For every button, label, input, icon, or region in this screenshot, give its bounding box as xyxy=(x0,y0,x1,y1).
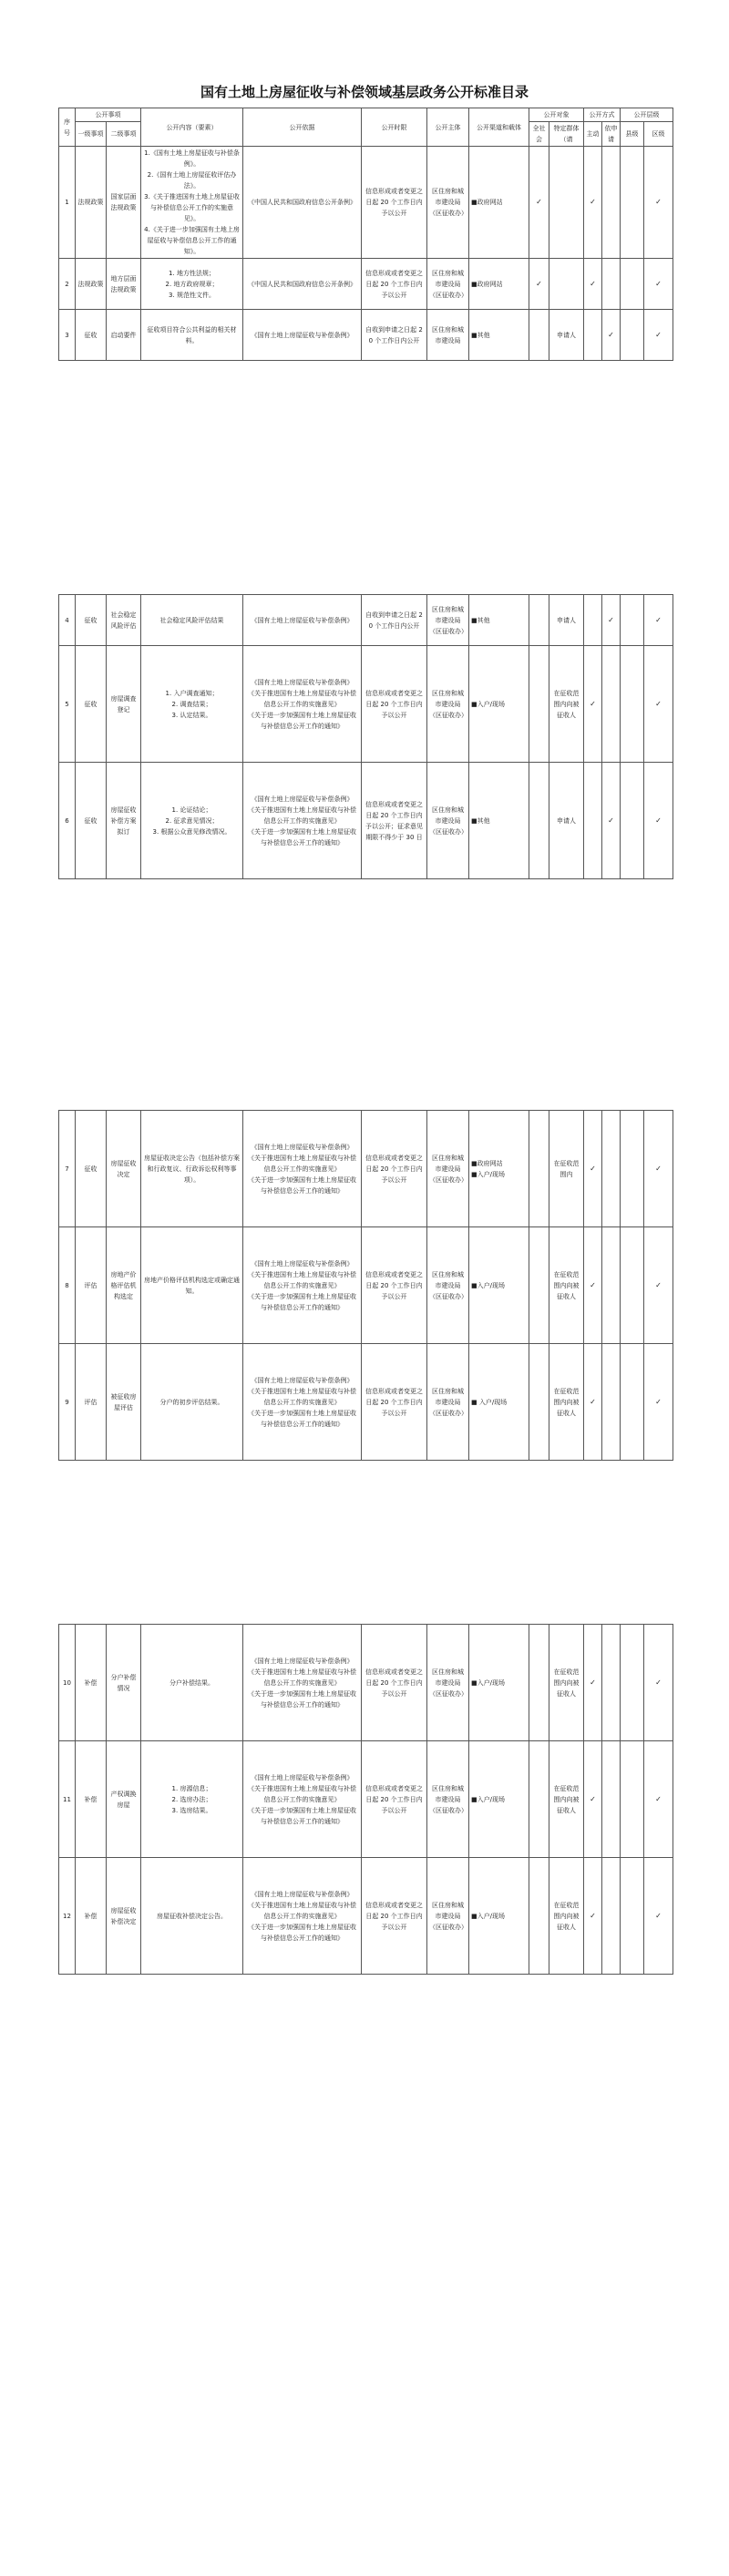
proactive-mark xyxy=(584,310,602,361)
county-mark xyxy=(621,147,644,259)
content-cell xyxy=(141,1111,243,1227)
content-line: 3.《关于推进国有土地上房屋征收与补偿信息公开工作的实施意见》。 xyxy=(144,193,240,222)
all-society-mark xyxy=(529,1741,549,1858)
basis-cell xyxy=(243,763,362,879)
seq-cell: 1 xyxy=(59,147,76,259)
header-mode: 公开方式 xyxy=(584,108,621,122)
subject-cell: 区住房和城市建设局 xyxy=(427,310,469,361)
header-county: 县级 xyxy=(621,122,644,147)
time-cell: 信息形成或者变更之日起 20 个工作日内予以公开 xyxy=(362,1227,427,1344)
table-row xyxy=(59,1111,673,1227)
basis-line: 《关于推进国有土地上房屋征收与补偿信息公开工作的实施意见》 xyxy=(248,1270,356,1289)
content-line: 1. 论证结论； xyxy=(171,806,212,814)
header-level: 公开层级 xyxy=(621,108,673,122)
district-mark: ✓ xyxy=(644,1227,673,1344)
subject-cell: 区住房和城市建设局（区征收办） xyxy=(427,646,469,763)
content-line: 2. 征求意见情况； xyxy=(165,816,219,825)
by-request-mark xyxy=(602,1858,621,1975)
seq-cell: 4 xyxy=(59,595,76,646)
channel-line: ■政府网站 xyxy=(471,1159,503,1167)
content-line: 征收项目符合公共利益的相关材料。 xyxy=(147,325,237,344)
content-line: 4.《关于进一步加强国有土地上房屋征收与补偿信息公开工作的通知》。 xyxy=(144,226,240,255)
channel-cell xyxy=(469,1625,529,1741)
content-cell xyxy=(141,1741,243,1858)
seq-cell: 6 xyxy=(59,763,76,879)
specific-group-cell: 申请人 xyxy=(549,310,584,361)
channel-line: ■入户/现场 xyxy=(471,1795,505,1803)
all-society-mark: ✓ xyxy=(529,147,549,259)
content-line: 分户的初步评估结果。 xyxy=(159,1398,224,1406)
basis-cell xyxy=(243,1111,362,1227)
channel-line: ■其他 xyxy=(471,331,490,339)
level2-cell: 房屋调查登记 xyxy=(107,646,141,763)
channel-cell xyxy=(469,646,529,763)
proactive-mark: ✓ xyxy=(584,1858,602,1975)
basis-line: 《关于进一步加强国有土地上房屋征收与补偿信息公开工作的通知》 xyxy=(248,711,356,730)
all-society-mark xyxy=(529,1111,549,1227)
by-request-mark xyxy=(602,1625,621,1741)
district-mark: ✓ xyxy=(644,147,673,259)
seq-cell: 11 xyxy=(59,1741,76,1858)
subject-cell: 区住房和城市建设局（区征收办） xyxy=(427,595,469,646)
time-cell: 信息形成或者变更之日起 20 个工作日内予以公开 xyxy=(362,1741,427,1858)
level2-cell: 房地产价格评估机构选定 xyxy=(107,1227,141,1344)
channel-cell xyxy=(469,763,529,879)
basis-cell xyxy=(243,259,362,310)
seq-cell: 7 xyxy=(59,1111,76,1227)
content-line: 3. 根据公众意见修改情况。 xyxy=(152,827,231,836)
district-mark: ✓ xyxy=(644,1858,673,1975)
county-mark xyxy=(621,1344,644,1461)
subject-cell: 区住房和城市建设局（区征收办） xyxy=(427,259,469,310)
by-request-mark: ✓ xyxy=(602,310,621,361)
channel-line: ■入户/现场 xyxy=(471,1281,505,1289)
table-row xyxy=(59,1741,673,1858)
proactive-mark: ✓ xyxy=(584,1625,602,1741)
basis-line: 《关于推进国有土地上房屋征收与补偿信息公开工作的实施意见》 xyxy=(248,1387,356,1406)
basis-cell xyxy=(243,1858,362,1975)
specific-group-cell: 在征收范围内向被征收人 xyxy=(549,646,584,763)
header-by-request: 依申请 xyxy=(602,122,621,147)
district-mark: ✓ xyxy=(644,1111,673,1227)
by-request-mark xyxy=(602,259,621,310)
content-cell xyxy=(141,1858,243,1975)
all-society-mark xyxy=(529,1344,549,1461)
subject-cell: 区住房和城市建设局（区征收办） xyxy=(427,1858,469,1975)
header-basis: 公开依据 xyxy=(243,108,362,147)
level2-cell: 分户补偿情况 xyxy=(107,1625,141,1741)
header-target: 公开对象 xyxy=(529,108,584,122)
channel-cell xyxy=(469,1858,529,1975)
basis-line: 《关于进一步加强国有土地上房屋征收与补偿信息公开工作的通知》 xyxy=(248,1689,356,1709)
channel-line: ■其他 xyxy=(471,616,490,624)
proactive-mark: ✓ xyxy=(584,1741,602,1858)
content-line: 3. 选房结果。 xyxy=(171,1806,212,1814)
all-society-mark xyxy=(529,646,549,763)
header-subject: 公开主体 xyxy=(427,108,469,147)
catalog-table-page-3 xyxy=(58,1110,673,1461)
by-request-mark xyxy=(602,147,621,259)
district-mark: ✓ xyxy=(644,646,673,763)
channel-line: ■入户/现场 xyxy=(471,1170,505,1178)
catalog-table-page-4 xyxy=(58,1624,673,1975)
by-request-mark xyxy=(602,646,621,763)
table-row xyxy=(59,1858,673,1975)
channel-cell xyxy=(469,1344,529,1461)
table-row xyxy=(59,595,673,646)
channel-line: ■入户/现场 xyxy=(471,1678,505,1687)
basis-line: 《关于推进国有土地上房屋征收与补偿信息公开工作的实施意见》 xyxy=(248,689,356,708)
table-row xyxy=(59,147,673,259)
district-mark: ✓ xyxy=(644,310,673,361)
basis-line: 《国有土地上房屋征收与补偿条例》 xyxy=(251,1773,354,1781)
header-content: 公开内容（要素） xyxy=(141,108,243,147)
time-cell: 信息形成或者变更之日起 20 个工作日内予以公开 xyxy=(362,1111,427,1227)
table-row xyxy=(59,763,673,879)
content-line: 1. 入户调查通知； xyxy=(165,689,219,697)
channel-line: ■入户/现场 xyxy=(471,700,505,708)
proactive-mark: ✓ xyxy=(584,646,602,763)
content-line: 1.《国有土地上房屋征收与补偿条例》。 xyxy=(144,149,240,168)
level2-cell: 国家层面法规政策 xyxy=(107,147,141,259)
basis-line: 《国有土地上房屋征收与补偿条例》 xyxy=(251,1376,354,1384)
page-title: 国有土地上房屋征收与补偿领域基层政务公开标准目录 xyxy=(200,84,529,100)
all-society-mark xyxy=(529,1227,549,1344)
specific-group-cell: 在征收范围内向被征收人 xyxy=(549,1227,584,1344)
by-request-mark xyxy=(602,1741,621,1858)
basis-line: 《关于进一步加强国有土地上房屋征收与补偿信息公开工作的通知》 xyxy=(248,827,356,847)
seq-cell: 9 xyxy=(59,1344,76,1461)
channel-line: ■其他 xyxy=(471,816,490,825)
county-mark xyxy=(621,1858,644,1975)
specific-group-cell: 在征收范围内向被征收人 xyxy=(549,1741,584,1858)
level2-cell: 房屋征收补偿决定 xyxy=(107,1858,141,1975)
subject-cell: 区住房和城市建设局（区征收办） xyxy=(427,763,469,879)
channel-cell xyxy=(469,147,529,259)
county-mark xyxy=(621,259,644,310)
table-row xyxy=(59,1227,673,1344)
basis-line: 《关于推进国有土地上房屋征收与补偿信息公开工作的实施意见》 xyxy=(248,1154,356,1173)
level1-cell: 评估 xyxy=(76,1344,107,1461)
county-mark xyxy=(621,595,644,646)
time-cell: 信息形成或者变更之日起 20 个工作日内予以公开；征求意见期限不得少于 30 日 xyxy=(362,763,427,879)
proactive-mark: ✓ xyxy=(584,1111,602,1227)
header-row-top xyxy=(59,108,673,122)
district-mark: ✓ xyxy=(644,763,673,879)
specific-group-cell xyxy=(549,259,584,310)
level2-cell: 房屋征收补偿方案拟订 xyxy=(107,763,141,879)
subject-cell: 区住房和城市建设局（区征收办） xyxy=(427,1741,469,1858)
by-request-mark: ✓ xyxy=(602,763,621,879)
all-society-mark xyxy=(529,310,549,361)
basis-line: 《国有土地上房屋征收与补偿条例》 xyxy=(251,795,354,803)
table-row xyxy=(59,259,673,310)
channel-line: ■政府网站 xyxy=(471,199,503,206)
basis-line: 《关于推进国有土地上房屋征收与补偿信息公开工作的实施意见》 xyxy=(248,1901,356,1920)
basis-cell xyxy=(243,1344,362,1461)
seq-cell: 3 xyxy=(59,310,76,361)
basis-line: 《关于推进国有土地上房屋征收与补偿信息公开工作的实施意见》 xyxy=(248,1784,356,1803)
channel-line: ■政府网站 xyxy=(471,280,503,288)
content-cell xyxy=(141,646,243,763)
county-mark xyxy=(621,763,644,879)
level2-cell: 房屋征收决定 xyxy=(107,1111,141,1227)
subject-cell: 区住房和城市建设局（区征收办） xyxy=(427,1111,469,1227)
content-cell xyxy=(141,310,243,361)
level2-cell: 地方层面法规政策 xyxy=(107,259,141,310)
level1-cell: 补偿 xyxy=(76,1858,107,1975)
content-line: 3. 认定结果。 xyxy=(171,711,212,719)
specific-group-cell: 在征收范围内 xyxy=(549,1111,584,1227)
channel-line: ■ 入户/现场 xyxy=(471,1398,508,1406)
proactive-mark xyxy=(584,595,602,646)
level1-cell: 补偿 xyxy=(76,1625,107,1741)
channel-line: ■入户/现场 xyxy=(471,1912,505,1920)
header-matter: 公开事项 xyxy=(76,108,141,122)
content-line: 分户补偿结果。 xyxy=(169,1678,214,1687)
level1-cell: 征收 xyxy=(76,595,107,646)
district-mark: ✓ xyxy=(644,1741,673,1858)
seq-cell: 2 xyxy=(59,259,76,310)
all-society-mark xyxy=(529,1625,549,1741)
all-society-mark xyxy=(529,595,549,646)
content-cell xyxy=(141,147,243,259)
county-mark xyxy=(621,1227,644,1344)
by-request-mark xyxy=(602,1227,621,1344)
proactive-mark: ✓ xyxy=(584,1227,602,1344)
proactive-mark: ✓ xyxy=(584,1344,602,1461)
district-mark: ✓ xyxy=(644,1625,673,1741)
header-time: 公开时限 xyxy=(362,108,427,147)
subject-cell: 区住房和城市建设局（区征收办） xyxy=(427,1344,469,1461)
time-cell: 信息形成或者变更之日起 20 个工作日内予以公开 xyxy=(362,1344,427,1461)
basis-line: 《国有土地上房屋征收与补偿条例》 xyxy=(251,331,354,339)
header-proactive: 主动 xyxy=(584,122,602,147)
header-seq: 序号 xyxy=(59,108,76,147)
header-specific-group: 特定群体（请 xyxy=(549,122,584,147)
header-level1: 一级事项 xyxy=(76,122,107,147)
basis-line: 《中国人民共和国政府信息公开条例》 xyxy=(248,199,356,206)
channel-cell xyxy=(469,1111,529,1227)
time-cell: 信息形成或者变更之日起 20 个工作日内予以公开 xyxy=(362,1625,427,1741)
header-district: 区级 xyxy=(644,122,673,147)
time-cell: 信息形成或者变更之日起 20 个工作日内予以公开 xyxy=(362,147,427,259)
level1-cell: 法规政策 xyxy=(76,147,107,259)
basis-line: 《关于进一步加强国有土地上房屋征收与补偿信息公开工作的通知》 xyxy=(248,1409,356,1428)
seq-cell: 5 xyxy=(59,646,76,763)
content-line: 房地产价格评估机构选定或确定通知。 xyxy=(144,1276,240,1295)
time-cell: 自收到申请之日起 20 个工作日内公开 xyxy=(362,310,427,361)
header-channel: 公开渠道和载体 xyxy=(469,108,529,147)
basis-cell xyxy=(243,1227,362,1344)
level2-cell: 产权调换房屋 xyxy=(107,1741,141,1858)
county-mark xyxy=(621,310,644,361)
level2-cell: 社会稳定风险评估 xyxy=(107,595,141,646)
content-line: 房屋征收决定公告（包括补偿方案和行政复议、行政诉讼权利等事项）。 xyxy=(144,1154,240,1184)
proactive-mark: ✓ xyxy=(584,259,602,310)
basis-cell xyxy=(243,595,362,646)
channel-cell xyxy=(469,1227,529,1344)
level1-cell: 征收 xyxy=(76,763,107,879)
district-mark: ✓ xyxy=(644,1344,673,1461)
basis-cell xyxy=(243,147,362,259)
level1-cell: 征收 xyxy=(76,310,107,361)
time-cell: 信息形成或者变更之日起 20 个工作日内予以公开 xyxy=(362,1858,427,1975)
county-mark xyxy=(621,1625,644,1741)
level1-cell: 征收 xyxy=(76,1111,107,1227)
content-line: 1. 地方性法规； xyxy=(169,269,215,277)
specific-group-cell: 在征收范围内向被征收人 xyxy=(549,1858,584,1975)
level1-cell: 评估 xyxy=(76,1227,107,1344)
level1-cell: 法规政策 xyxy=(76,259,107,310)
level1-cell: 补偿 xyxy=(76,1741,107,1858)
all-society-mark: ✓ xyxy=(529,259,549,310)
proactive-mark: ✓ xyxy=(584,147,602,259)
seq-cell: 12 xyxy=(59,1858,76,1975)
district-mark: ✓ xyxy=(644,259,673,310)
basis-line: 《关于进一步加强国有土地上房屋征收与补偿信息公开工作的通知》 xyxy=(248,1806,356,1825)
basis-cell xyxy=(243,1625,362,1741)
specific-group-cell: 申请人 xyxy=(549,595,584,646)
by-request-mark xyxy=(602,1111,621,1227)
basis-line: 《关于进一步加强国有土地上房屋征收与补偿信息公开工作的通知》 xyxy=(248,1923,356,1942)
basis-line: 《关于推进国有土地上房屋征收与补偿信息公开工作的实施意见》 xyxy=(248,1668,356,1687)
county-mark xyxy=(621,1741,644,1858)
table-row xyxy=(59,646,673,763)
content-line: 2. 选房办法； xyxy=(171,1795,212,1803)
channel-cell xyxy=(469,595,529,646)
basis-line: 《国有土地上房屋征收与补偿条例》 xyxy=(251,678,354,686)
time-cell: 信息形成或者变更之日起 20 个工作日内予以公开 xyxy=(362,646,427,763)
content-cell xyxy=(141,595,243,646)
content-line: 2.《国有土地上房屋征收评估办法》。 xyxy=(147,171,237,190)
content-cell xyxy=(141,1344,243,1461)
content-line: 房屋征收补偿决定公告。 xyxy=(157,1912,227,1920)
specific-group-cell xyxy=(549,147,584,259)
basis-line: 《国有土地上房屋征收与补偿条例》 xyxy=(251,1259,354,1267)
by-request-mark: ✓ xyxy=(602,595,621,646)
basis-line: 《国有土地上房屋征收与补偿条例》 xyxy=(251,1890,354,1898)
seq-cell: 8 xyxy=(59,1227,76,1344)
basis-line: 《国有土地上房屋征收与补偿条例》 xyxy=(251,616,354,624)
level2-cell: 被征收房屋评估 xyxy=(107,1344,141,1461)
basis-cell xyxy=(243,1741,362,1858)
content-line: 3. 规范性文件。 xyxy=(169,291,215,299)
content-line: 2. 调查结果； xyxy=(171,700,212,708)
basis-line: 《国有土地上房屋征收与补偿条例》 xyxy=(251,1143,354,1151)
content-line: 2. 地方政府规章； xyxy=(165,280,219,288)
specific-group-cell: 在征收范围内向被征收人 xyxy=(549,1625,584,1741)
county-mark xyxy=(621,646,644,763)
specific-group-cell: 申请人 xyxy=(549,763,584,879)
subject-cell: 区住房和城市建设局（区征收办） xyxy=(427,1227,469,1344)
all-society-mark xyxy=(529,1858,549,1975)
basis-line: 《关于进一步加强国有土地上房屋征收与补偿信息公开工作的通知》 xyxy=(248,1292,356,1311)
level2-cell: 启动要件 xyxy=(107,310,141,361)
level1-cell: 征收 xyxy=(76,646,107,763)
basis-cell xyxy=(243,646,362,763)
seq-cell: 10 xyxy=(59,1625,76,1741)
basis-line: 《国有土地上房屋征收与补偿条例》 xyxy=(251,1657,354,1665)
table-row xyxy=(59,310,673,361)
proactive-mark xyxy=(584,763,602,879)
content-cell xyxy=(141,1227,243,1344)
channel-cell xyxy=(469,259,529,310)
subject-cell: 区住房和城市建设局（区征收办） xyxy=(427,147,469,259)
table-row xyxy=(59,1344,673,1461)
basis-line: 《中国人民共和国政府信息公开条例》 xyxy=(248,280,356,288)
county-mark xyxy=(621,1111,644,1227)
specific-group-cell: 在征收范围内向被征收人 xyxy=(549,1344,584,1461)
basis-line: 《关于进一步加强国有土地上房屋征收与补偿信息公开工作的通知》 xyxy=(248,1175,356,1195)
district-mark: ✓ xyxy=(644,595,673,646)
basis-cell xyxy=(243,310,362,361)
header-all-society: 全社会 xyxy=(529,122,549,147)
catalog-table-page-1 xyxy=(58,108,673,361)
all-society-mark xyxy=(529,763,549,879)
content-cell xyxy=(141,1625,243,1741)
header-level2: 二级事项 xyxy=(107,122,141,147)
time-cell: 自收到申请之日起 20 个工作日内公开 xyxy=(362,595,427,646)
by-request-mark xyxy=(602,1344,621,1461)
catalog-table-page-2 xyxy=(58,594,673,879)
time-cell: 信息形成或者变更之日起 20 个工作日内予以公开 xyxy=(362,259,427,310)
subject-cell: 区住房和城市建设局（区征收办） xyxy=(427,1625,469,1741)
content-line: 社会稳定风险评估结果 xyxy=(159,616,224,624)
channel-cell xyxy=(469,1741,529,1858)
content-cell xyxy=(141,763,243,879)
basis-line: 《关于推进国有土地上房屋征收与补偿信息公开工作的实施意见》 xyxy=(248,806,356,825)
channel-cell xyxy=(469,310,529,361)
content-cell xyxy=(141,259,243,310)
table-row xyxy=(59,1625,673,1741)
content-line: 1. 房源信息； xyxy=(171,1784,212,1792)
